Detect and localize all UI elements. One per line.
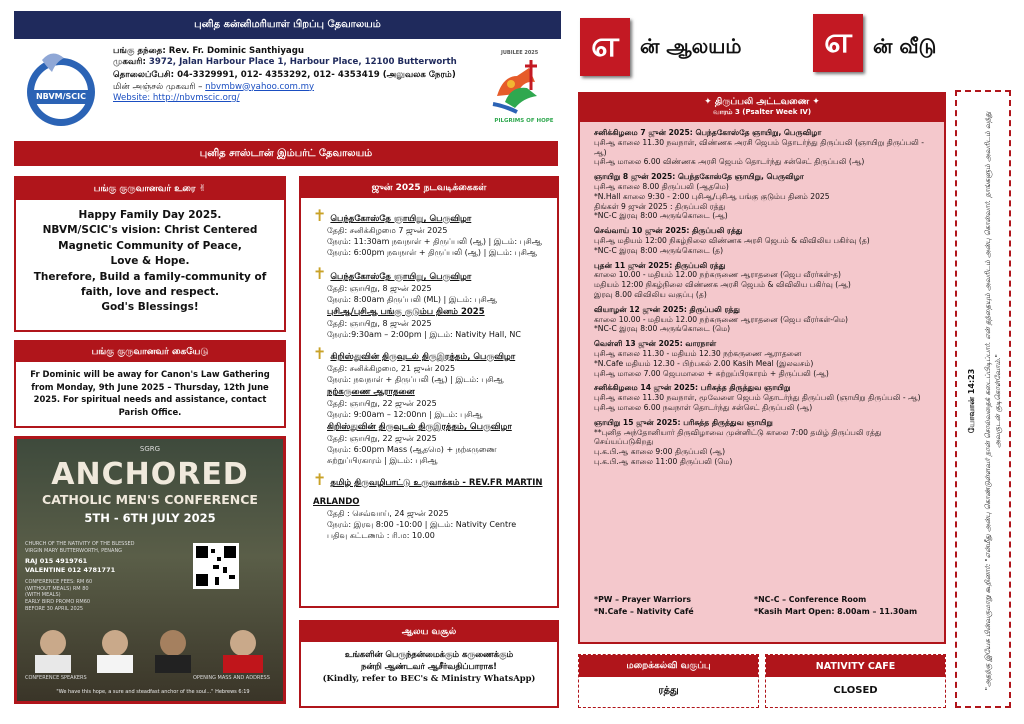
entry-line: மதியம் 12:00 நிகழ்நிலை விண்ணக அரசி ஜெபம் & விவிலிய பகிர்வு (ஆ) (594, 280, 851, 290)
events-title: ஜுன் 2025 நடவடிக்கைகள் (301, 178, 557, 198)
legend-item: *Kasih Mart Open: 8.00am – 11.30am (754, 607, 918, 616)
poster-subtitle: CATHOLIC MEN'S CONFERENCE (42, 492, 258, 507)
schedule-legend (594, 594, 934, 618)
priest-message-body (16, 200, 284, 324)
schedule-entry (594, 128, 934, 167)
schedule-entry (594, 261, 934, 300)
poster-quote: "We have this hope, a sure and steadfast anchor of the soul..." Hebrews 6:19 (56, 689, 250, 695)
poster-contact-2: VALENTINE 012 4781771 (25, 566, 116, 574)
event-line: தேதி: ஞாயிறு, 8 ஜுன் 2025 (327, 284, 432, 293)
speaker-photos (23, 625, 283, 673)
parish-info (113, 46, 508, 104)
schedule-subtitle: வாரம் 3 (Psalter Week IV) (712, 108, 812, 116)
legend-item: *NC-C – Conference Room (754, 595, 867, 604)
legend-item: *PW – Prayer Warriors (594, 595, 692, 604)
cross-icon: ✝ (313, 344, 327, 363)
schedule-header (580, 94, 944, 122)
qr-code-icon[interactable] (193, 543, 239, 589)
masthead-letter-2: எ (813, 14, 863, 72)
masthead-letter-1: எ (580, 18, 630, 76)
events-list (301, 198, 557, 541)
entry-line: காலை 10.00 - மதியம் 12.00 நற்கருணை ஆராதனை (ஜெப வீரர்கள்-மெ) (594, 314, 849, 324)
message-line: faith, love and respect. (81, 286, 219, 299)
entry-line: புசிஆ காலை 11.30 நவநாள், விண்ணக அரசி ஜெபம் தொடர்ந்து திருப்பலி (ஞாயிறு திருப்பலி - ஆ) (594, 137, 925, 157)
entry-head: சனிக்கிழமை 7 ஜுன் 2025: பெந்தகோஸ்தே ஞாயிறு, பெருவிழா (594, 128, 822, 137)
second-church-bar (14, 141, 558, 166)
poster-fees: CONFERENCE FEES: RM 60 (WITHOUT MEALS) RM 80 (WITH MEALS) (25, 579, 93, 598)
message-line: Love & Hope. (110, 255, 190, 268)
cross-icon: ✝ (313, 470, 327, 489)
entry-line: புசிஆ மதியம் 12:00 நிகழ்நிலை விண்ணக அரசி ஜெபம் & விவிலிய பகிர்வு (த) (594, 235, 870, 245)
entry-line: பு.க.பி.ஆ காலை 9:00 திருப்பலி (ஆ) (594, 447, 726, 457)
conference-poster[interactable] (14, 436, 286, 704)
message-line: God's Blessings! (101, 301, 199, 314)
entry-line: புசிஆ காலை 11.30 - மதியம் 12.30 நற்கருணை ஆராதனை (594, 348, 802, 358)
entry-line: பு.க.பி.ஆ காலை 11:00 திருப்பலி (மெ) (594, 456, 733, 466)
entry-line: இரவு 8.00 விவிலிய வகுப்பு (த) (594, 289, 707, 299)
phone: தொலைப்பேசி: 04-3329991, 012- 4353292, 012- 4353419 (அலுவலக நேரம்) (113, 70, 456, 81)
poster-contact-1: RAJ 015 4919761 (25, 557, 88, 565)
entry-line: காலை 10.00 - மதியம் 12.00 நற்கருணை ஆராதனை (ஜெப வீரர்கள்-த) (594, 270, 841, 280)
entry-line: திங்கள் 9 ஜுன் 2025 : திருப்பலி ரத்து (594, 201, 726, 211)
entry-line: **புனித அந்தோனியார் திருவிழாவை முன்னிட்டு காலை 7:00 தமிழ் திருப்பலி ரத்து செய்யப்படுகிறது (594, 427, 882, 447)
poster-venue: CHURCH OF THE NATIVITY OF THE BLESSED VIRGIN MARY BUTTERWORTH, PENANG (25, 541, 135, 554)
event-line: பதிவு கட்டணம் : ரி.ம: 10.00 (327, 531, 435, 540)
schedule-list (580, 122, 944, 467)
schedule-entry (594, 339, 934, 378)
event-title: புசிஆ/புசிஆ பங்கு குடும்ப தினம் 2025 (327, 307, 485, 317)
verse-content (967, 101, 1003, 701)
event-item (313, 344, 549, 385)
parish-logo (22, 46, 100, 130)
event-line: நேரம்: 8:00am திருப்பலி (ML) | இடம்: புசிஆ (327, 295, 497, 304)
entry-head: செவ்வாய் 10 ஜுன் 2025: திருப்பலி ரத்து (594, 226, 743, 236)
event-line: தேதி: ஞாயிறு, 22 ஜுன் 2025 (327, 434, 437, 443)
catechism-status: ரத்து (658, 685, 679, 696)
cafe-status: CLOSED (833, 685, 878, 696)
cross-icon: ✝ (313, 264, 327, 283)
message-line: Magnetic Community of Peace, (58, 239, 242, 252)
entry-line: புசிஆ மாலை 6.00 விண்ணக அரசி ஜெபம் தொடர்ந்து சன்செட் திருப்பலி (ஆ) (594, 157, 865, 167)
parish-priest: பங்கு தந்தை: Rev. Fr. Dominic Santhiyagu (113, 46, 304, 56)
event-title: பெந்தகோஸ்தே ஞாயிறு, பெருவிழா (330, 272, 472, 282)
poster-speakers-label: CONFERENCE SPEAKERS (25, 675, 87, 681)
event-item (313, 470, 549, 541)
entry-line: *NC-C இரவு 8:00 அருங்கொடை (த) (594, 245, 724, 255)
entry-head: வெள்ளி 13 ஜுன் 2025: வாரநாள் (594, 339, 717, 349)
event-item (313, 264, 549, 305)
entry-line: புசிஆ மாலை 6.00 நவநாள் தொடர்ந்து சன்செட் திருப்பலி (ஆ) (594, 402, 813, 412)
schedule-entry (594, 305, 934, 334)
priest-message-box (14, 176, 286, 332)
verse-box (955, 90, 1011, 708)
event-line: நேரம்: 9:00am – 12:00nn | இடம்: புசிஆ (327, 410, 483, 419)
event-line: நேரம்: 6:00pm நவநாள் + திருப்பலி (ஆ) | இடம்: புசிஆ (327, 248, 537, 257)
message-line: Happy Family Day 2025. (78, 209, 222, 221)
message-line: Therefore, Build a family-community of (33, 270, 267, 283)
entry-line: புசிஆ காலை 8.00 திருப்பலி (ஆதமெ) (594, 181, 729, 191)
collection-line: (Kindly, refer to BEC's & Ministry WhatsApp) (322, 673, 536, 683)
event-line: தேதி: சனிக்கிழமை 7 ஜுன் 2025 (327, 226, 448, 235)
collection-title: ஆலய வசூல் (301, 622, 557, 642)
entry-head: ஞாயிறு 8 ஜுன் 2025: பெந்தகோஸ்தே ஞாயிறு, பெருவிழா (594, 172, 804, 182)
schedule-entry (594, 172, 934, 221)
event-title: நற்கருணை ஆராதனை (327, 387, 415, 397)
catechism-title: மறைக்கல்வி வகுப்பு (579, 655, 758, 677)
schedule-entry (594, 226, 934, 255)
entry-head: சனிக்கிழமை 14 ஜுன் 2025: பரிசுத்த திருத்துவ ஞாயிறு (594, 383, 791, 393)
event-item (313, 387, 549, 420)
message-line: NBVM/SCIC's vision: Christ Centered (42, 224, 258, 237)
church-title-bar (14, 11, 561, 39)
event-line: தேதி: ஞாயிறு, 8 ஜுன் 2025 (327, 319, 432, 328)
priest-note-title: பங்கு குருவானவர் கையேடு (16, 342, 284, 362)
schedule-entry (594, 383, 934, 412)
event-item (313, 206, 549, 258)
event-item (313, 307, 549, 340)
entry-line: புசிஆ மாலை 7.00 ஜெபமாலை + சுற்றுப்பிரகாரம் + திருப்பலி (ஆ) (594, 368, 829, 378)
entry-line: *NC-C இரவு 8:00 அருங்கொடை (ஆ) (594, 211, 728, 221)
speakers-icon (23, 625, 283, 673)
email-row (113, 82, 508, 93)
masthead-word-1: ன் ஆலயம் (640, 34, 742, 58)
entry-head: வியாழன் 12 ஜுன் 2025: திருப்பலி ரத்து (594, 304, 740, 314)
website-link[interactable]: Website: http://nbvmscic.org/ (113, 92, 240, 103)
event-title: கிறிஸ்துவின் திருவுடல் திருஇரத்தம், பெருவிழா (330, 352, 516, 362)
pilgrims-text: PILGRIMS OF HOPE (494, 118, 554, 124)
mass-schedule-box (578, 92, 946, 644)
verse-reference: யோவான் 14:23 (967, 368, 976, 434)
event-title: தமிழ் திருவழிபாட்டு உருவாக்கம் - REV.FR MARTIN ARLANDO (313, 478, 543, 507)
schedule-entry (594, 418, 934, 467)
masthead-word-2: ன் வீடு (873, 34, 937, 58)
parish-logo-icon (22, 46, 100, 130)
event-line: நேரம்: 11:30am நவநாள் + திருப்பலி (ஆ) | இடம்: புசிஆ (327, 237, 542, 246)
event-line: நேரம்:9:30am – 2:00pm | இடம்: Nativity Hall, NC (327, 330, 521, 339)
event-line: தேதி: சனிக்கிழமை, 21 ஜுன் 2025 (327, 364, 456, 373)
entry-head: ஞாயிறு 15 ஜுன் 2025: பரிசுத்த திருத்துவ ஞாயிறு (594, 417, 773, 427)
entry-line: புசிஆ காலை 11.30 நவநாள், மூவேளை ஜெபம் தொடர்ந்து திருப்பலி (ஞாயிறு திருப்பலி - ஆ) (594, 393, 921, 403)
poster-org: SGRG (139, 445, 161, 453)
collection-line: உங்களின் பெருந்தன்மைக்கும் கருணைக்கும் (344, 649, 514, 659)
email-link[interactable]: nbvmbw@yahoo.com.my (205, 81, 315, 92)
collection-body (301, 642, 557, 684)
jubilee-logo (483, 46, 557, 130)
event-line: நேரம்: 6:00pm Mass (ஆதமெ) + நற்கருணை சுற்றுப்பிரகாரம் | இடம்: புசிஆ (327, 445, 497, 465)
event-item (313, 422, 549, 466)
collection-line: நன்றி ஆண்டவர் ஆசீர்வதிப்பாராக! (360, 661, 498, 671)
email-label: மின் அஞ்சல் முகவரி – (113, 81, 203, 92)
second-church-title: புனித சாஸ்டான் இம்பர்ட் தேவாலயம் (199, 147, 373, 159)
priest-note-box (14, 340, 286, 428)
entry-line: *N.Cafe மதியம் 12.30 - பிற்பகல் 2.00 Kasih Meal (இலவசம்) (594, 358, 814, 368)
cross-icon: ✝ (313, 206, 327, 225)
event-line: நேரம்: நவநாள் + திருப்பலி (ஆ) | இடம்: புசிஆ (327, 375, 504, 384)
event-line: நேரம்: இரவு 8:00 -10:00 | இடம்: Nativity Centre (327, 520, 517, 529)
legend-item: *N.Cafe – Nativity Café (594, 607, 694, 616)
event-line: தேதி : செவ்வாய், 24 ஜுன் 2025 (327, 509, 449, 518)
address: 3972, Jalan Harbour Place 1, Harbour Place, 12100 Butterworth (148, 57, 457, 68)
priest-note-text: Fr Dominic will be away for Canon's Law Gathering from Monday, 9th June 2025 – Thursday, 12th June 2025. For spiritual needs and assistance, contact Parish Office. (30, 369, 270, 417)
church-title: புனித கன்னிமரியாள் பிறப்பு தேவாலயம் (194, 19, 381, 30)
poster-opening-label: OPENING MASS AND ADDRESS (193, 675, 270, 681)
schedule-title: ✦ திருப்பலி அட்டவணை ✦ (704, 97, 820, 107)
event-title: பெந்தகோஸ்தே ஞாயிறு, பெருவிழா (330, 214, 472, 224)
poster-dates: 5TH - 6TH JULY 2025 (84, 511, 216, 525)
jubilee-text: JUBILEE 2025 (501, 50, 539, 56)
entry-line: *N.Hall காலை 9:30 - 2:00 புசிஆ/புசிஆ பங்கு குடும்ப தினம் 2025 (594, 191, 830, 201)
cafe-box (765, 654, 946, 708)
event-title: கிறிஸ்துவின் திருவுடல் திருஇரத்தம், பெருவிழா (327, 422, 512, 432)
poster-title: ANCHORED (51, 457, 249, 492)
events-box (299, 176, 559, 608)
priest-message-title: பங்கு குருவானவர் உரை ✌ (16, 178, 284, 200)
address-row (113, 57, 508, 68)
cafe-title: NATIVITY CAFE (766, 655, 945, 677)
logo-text: NBVM/SCIC (35, 92, 87, 101)
poster-early-bird: EARLY BIRD PROMO RM60 BEFORE 30 APRIL 2025 (25, 599, 91, 612)
collection-box (299, 620, 559, 708)
verse-text: "அதற்கு இயேசு பின்வருமாறு கூறினார்: "என்மீது அன்பு கொண்டுள்ளவர் நான் சொல்வதைக் கடைப்பிடிப்பார். என் தந்தையும் அவரிடம் அன்பு கொள்வார். நாங்களும் அவரிடம் வந்து அவருடன் குடிகொள்வோம்." (984, 111, 1002, 691)
address-label: முகவரி: (113, 57, 146, 68)
entry-line: *NC-C இரவு 8:00 அருங்கொடை (மெ) (594, 324, 731, 334)
event-line: தேதி: ஞாயிறு, 22 ஜுன் 2025 (327, 399, 437, 408)
entry-head: புதன் 11 ஜுன் 2025: திருப்பலி ரத்து (594, 260, 726, 270)
catechism-box (578, 654, 759, 708)
